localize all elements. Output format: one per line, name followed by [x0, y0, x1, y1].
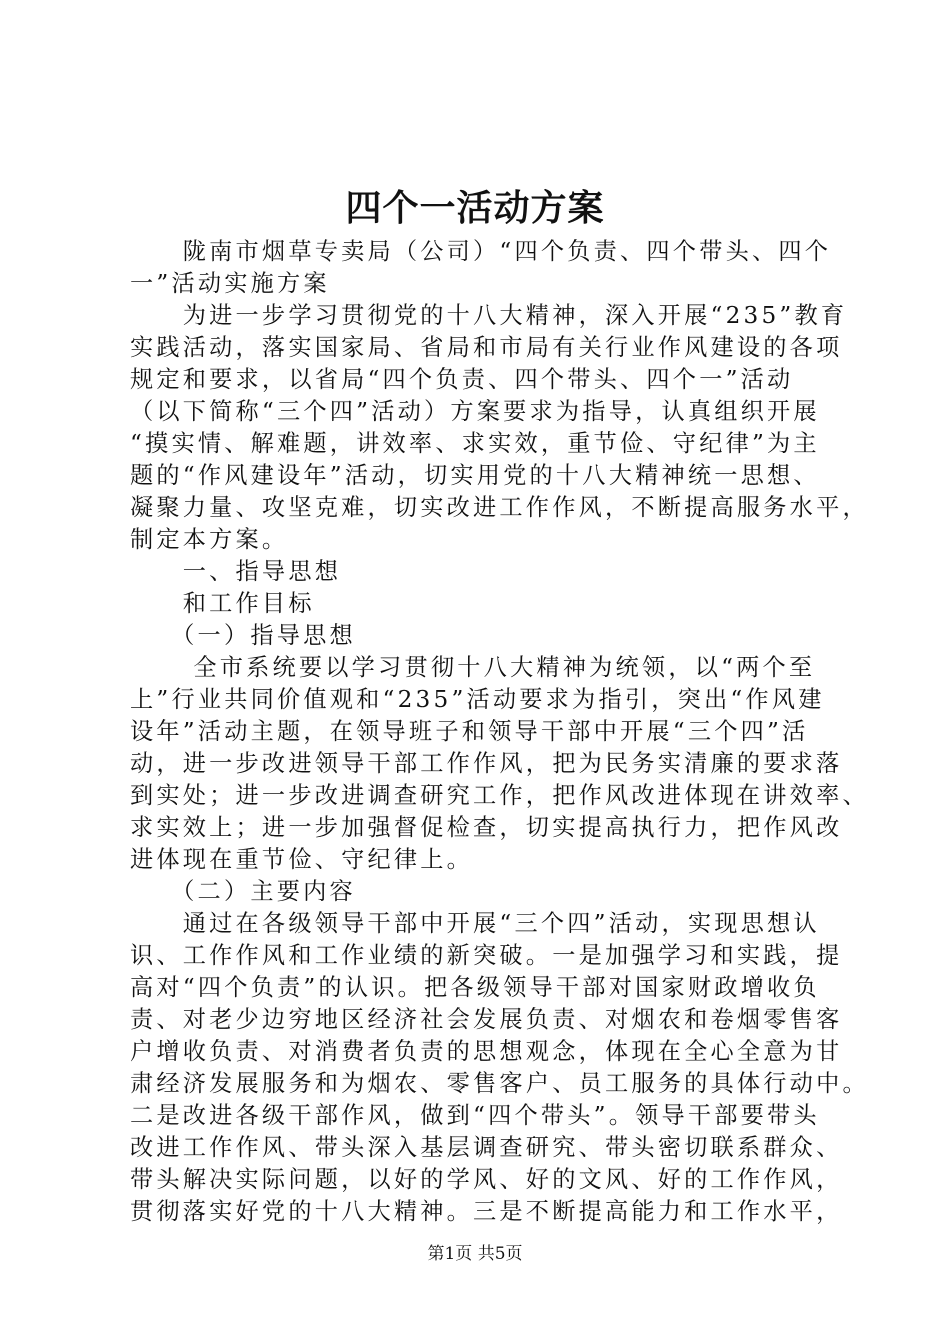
text-line: 凝聚力量、攻坚克难，切实改进工作作风，不断提高服务水平，: [130, 494, 869, 521]
text-line: 通过在各级领导干部中开展“三个四”活动，实现思想认: [130, 910, 820, 937]
text-line: 二是改进各级干部作风，做到“四个带头”。领导干部要带头: [130, 1102, 820, 1129]
text-line: 责、对老少边穷地区经济社会发展负责、对烟农和卷烟零售客: [130, 1006, 843, 1033]
text-line: （以下简称“三个四”活动）方案要求为指导，认真组织开展: [130, 398, 820, 425]
text-line: 题的“作风建设年”活动，切实用党的十八大精神统一思想、: [130, 462, 820, 489]
text-line: 肃经济发展服务和为烟农、零售客户、员工服务的具体行动中。: [130, 1070, 869, 1097]
page-title: 四个一活动方案: [345, 187, 605, 229]
text-line: 识、工作作风和工作业绩的新突破。一是加强学习和实践，提: [130, 942, 843, 969]
text-line: 全市系统要以学习贯彻十八大精神为统领，以“两个至: [130, 654, 816, 681]
section-heading: 一、指导思想: [130, 558, 342, 585]
subsection-heading: （一）指导思想: [130, 622, 356, 649]
page-footer: 第1页 共5页: [427, 1244, 523, 1264]
text-line: 为进一步学习贯彻党的十八大精神，深入开展“235”教育: [130, 302, 848, 329]
text-line: 规定和要求，以省局“四个负责、四个带头、四个一”活动: [130, 366, 794, 393]
subsection-heading: （二）主要内容: [130, 878, 356, 905]
text-line: 进体现在重节俭、守纪律上。: [130, 846, 474, 873]
text-line: 高对“四个负责”的认识。把各级领导干部对国家财政增收负: [130, 974, 820, 1001]
text-line: 上”行业共同价值观和“235”活动要求为指引，突出“作风建: [130, 686, 825, 713]
text-line: 一”活动实施方案: [130, 270, 330, 297]
text-line: 改进工作作风、带头深入基层调查研究、带头密切联系群众、: [130, 1134, 843, 1161]
text-line: 制定本方案。: [130, 526, 289, 553]
text-line: 实践活动，落实国家局、省局和市局有关行业作风建设的各项: [130, 334, 843, 361]
text-line: 到实处；进一步改进调查研究工作，把作风改进体现在讲效率、: [130, 782, 869, 809]
text-line: 动，进一步改进领导干部工作作风，把为民务实清廉的要求落: [130, 750, 843, 777]
text-line: 带头解决实际问题，以好的学风、好的文风、好的工作作风，: [130, 1166, 843, 1193]
text-line: 户增收负责、对消费者负责的思想观念，体现在全心全意为甘: [130, 1038, 843, 1065]
section-heading: 和工作目标: [130, 590, 315, 617]
text-line: 陇南市烟草专卖局（公司）“四个负责、四个带头、四个: [130, 238, 832, 265]
text-line: 贯彻落实好党的十八大精神。三是不断提高能力和工作水平，: [130, 1198, 843, 1225]
text-line: 求实效上；进一步加强督促检查，切实提高执行力，把作风改: [130, 814, 843, 841]
text-line: 设年”活动主题，在领导班子和领导干部中开展“三个四”活: [130, 718, 809, 745]
text-line: “摸实情、解难题，讲效率、求实效，重节俭、守纪律”为主: [130, 430, 820, 457]
document-body: [130, 236, 869, 1228]
